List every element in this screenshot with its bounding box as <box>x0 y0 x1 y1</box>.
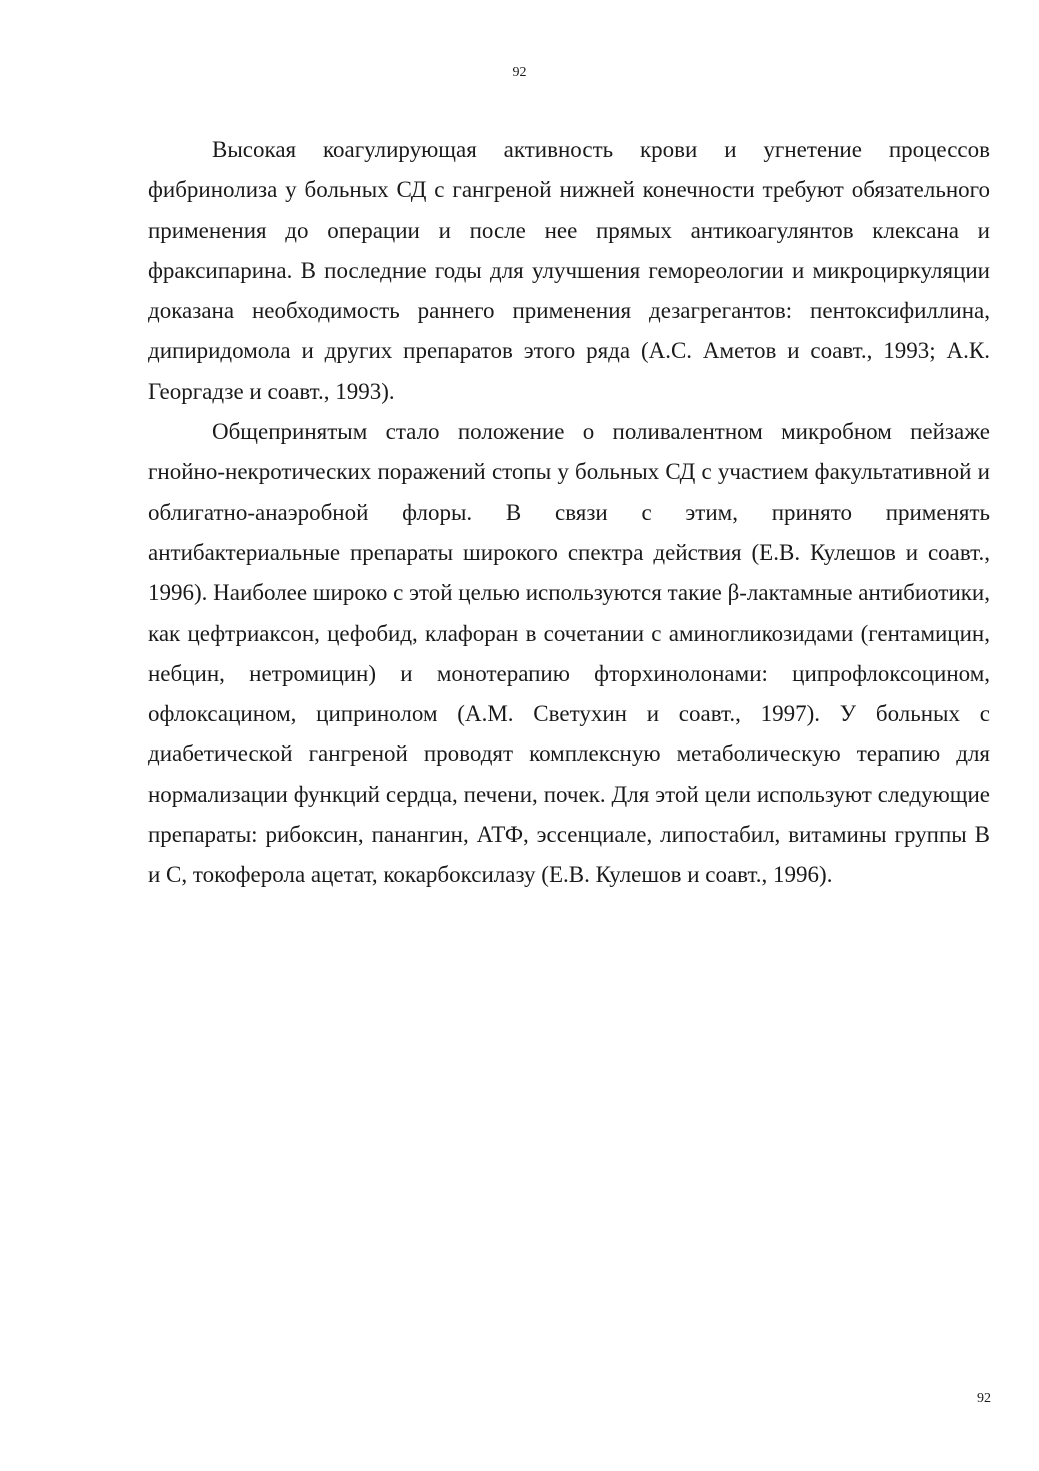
paragraph-antibiotics: Общепринятым стало положение о поливалентном микробном пейзаже гнойно-некротических поражений стопы у больных СД с участием факультативной и облигатно-анаэробной флоры. В связи с этим, принято применять антибактериальные препараты широкого спектра действия (Е.В. Кулешов и соавт., 1996). Наиболее широко с этой целью используются такие β-лактамные антибиотики, как цефтриаксон, цефобид, клафоран в сочетании с аминогликозидами (гентамицин, небцин, нетромицин) и монотерапию фторхинолонами: ципрофлоксоцином, офлоксацином, ципринолом (А.М. Светухин и соавт., 1997). У больных с диабетической гангреной проводят комплексную метаболическую терапию для нормализации функций сердца, печени, почек. Для этой цели используют следующие препараты: рибоксин, панангин, АТФ, эссенциале, липостабил, витамины группы В и С, токоферола ацетат, кокарбоксилазу (Е.В. Кулешов и соавт., 1996). <box>148 419 990 888</box>
document-body <box>148 130 990 896</box>
page-number-top: 92 <box>512 65 527 80</box>
paragraph-anticoagulants: Высокая коагулирующая активность крови и угнетение процессов фибринолиза у больных СД с гангреной нижней конечности требуют обязательного применения до операции и после нее прямых антикоагулянтов клексана и фраксипарина. В последние годы для улучшения гемореологии и микроциркуляции доказана необходимость раннего применения дезагрегантов: пентоксифиллина, дипиридомола и других препаратов этого ряда (А.С. Аметов и соавт., 1993; А.К. Георгадзе и соавт., 1993). <box>148 137 990 404</box>
page-number-bottom: 92 <box>977 1391 991 1406</box>
